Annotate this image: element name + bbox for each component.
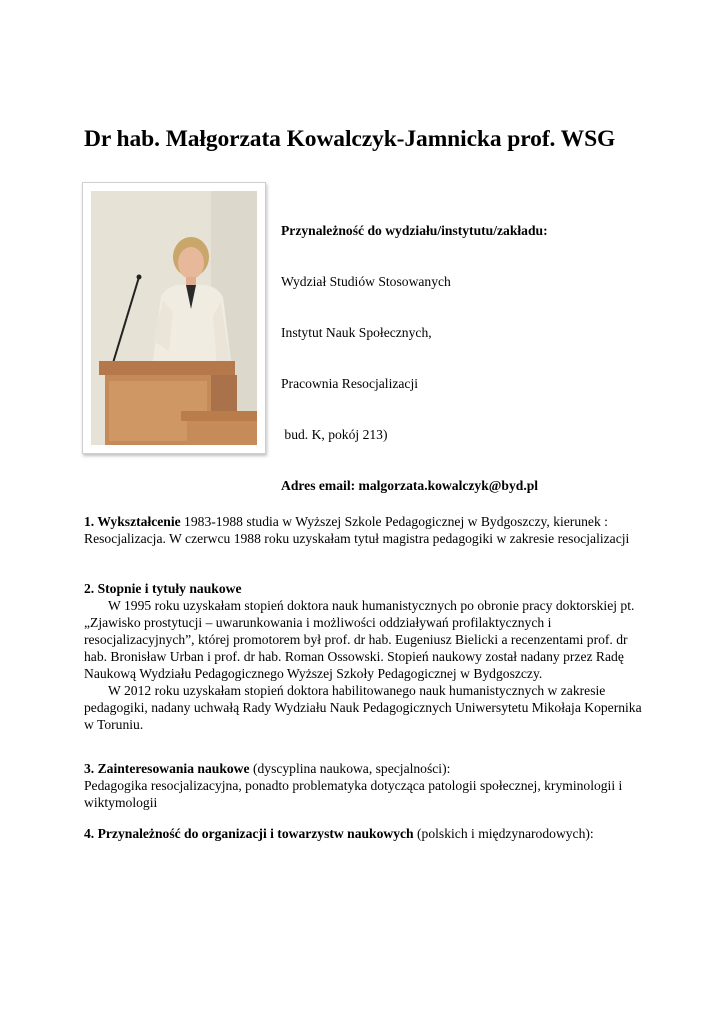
affiliation-block: [281, 188, 548, 511]
section-heading: 3. Zainteresowania naukowe: [84, 761, 250, 776]
section-heading: 4. Przynależność do organizacji i towarzystw naukowych: [84, 826, 414, 841]
section-paragraph: W 2012 roku uzyskałam stopień doktora habilitowanego nauk humanistycznych w zakresie pedagogiki, nadany uchwałą Rady Wydziału Nauk Pedagogicznych Uniwersytetu Mikołaja Kopernika w Toruniu.: [84, 683, 642, 732]
section-memberships: [84, 825, 644, 842]
affiliation-line: Wydział Studiów Stosowanych: [281, 274, 451, 289]
portrait-photo: [82, 182, 266, 454]
section-heading-suffix: (dyscyplina naukowa, specjalności):: [249, 761, 451, 776]
affiliation-line: Pracownia Resocjalizacji: [281, 376, 419, 391]
affiliation-line: Instytut Nauk Społecznych,: [281, 325, 432, 340]
affiliation-email: Adres email: malgorzata.kowalczyk@byd.pl: [281, 478, 539, 493]
section-heading-suffix: (polskich i międzynarodowych):: [413, 826, 594, 841]
section-heading: 2. Stopnie i tytuły naukowe: [84, 581, 242, 596]
section-text: 1983-1988 studia w Wyższej Szkole Pedagogicznej w Bydgoszczy, kierunek : Resocjalizacja. W czerwcu 1988 roku uzyskałam tytuł magistra pedagogiki w zakresie resocjalizacji: [84, 514, 630, 546]
page-title: Dr hab. Małgorzata Kowalczyk-Jamnicka prof. WSG: [84, 126, 616, 152]
section-education: [84, 513, 644, 547]
section-paragraph: W 1995 roku uzyskałam stopień doktora nauk humanistycznych po obronie pracy doktorskiej pt. „Zjawisko prostytucji – uwarunkowania i możliwości oddziaływań profilaktycznych i resocjalizacyjnych”, której promotorem był prof. dr hab. Eugeniusz Bielicki a recenzentami prof. dr hab. Bronisław Urban i prof. dr hab. Roman Ossowski. Stopień naukowy został nadany przez Radę Naukową Wydziału Pedagogicznego Wyższej Szkoły Pedagogicznej w Bydgoszczy.: [84, 598, 635, 681]
affiliation-heading: Przynależność do wydziału/instytutu/zakładu:: [281, 223, 548, 238]
portrait-illustration: [91, 191, 257, 445]
section-degrees: [84, 580, 644, 733]
section-text: Pedagogika resocjalizacyjna, ponadto problematyka dotycząca patologii społecznej, kryminologii i wiktymologii: [84, 778, 623, 810]
section-interests: [84, 760, 644, 811]
affiliation-line: bud. K, pokój 213): [281, 427, 388, 442]
section-heading: 1. Wykształcenie: [84, 514, 181, 529]
